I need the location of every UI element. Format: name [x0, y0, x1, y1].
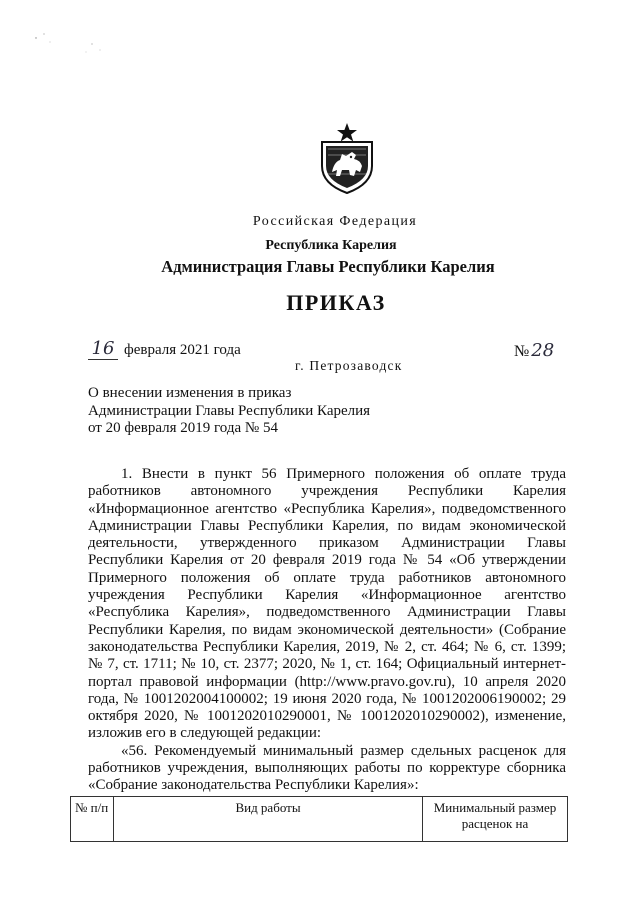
table-header-number: № п/п [71, 797, 114, 842]
date-month-year: февраля 2021 года [124, 342, 241, 358]
republic-name: Республика Карелия [265, 238, 397, 253]
body-paragraph-1: 1. Внести в пункт 56 Примерного положения об оплате труда работников автономного учреждения Республики Карелия «Информационное агентство «Республика Карелия», подведомственного Администрации Главы Республики Карелия, по видам экономической деятельности, утвержденного приказом Администрации Главы Республики Карелия от 20 февраля 2019 года № 54 «Об утверждении Примерного положения об оплате труда работников автономного учреждения Республики Карелия «Информационное агентство «Республика Карелия», подведомственного Администрации Главы Республики Карелия, по видам экономической деятельности» (Собрание законодательства Республики Карелия, 2019, № 2, ст. 464; № 6, ст. 1399; № 7, ст. 1711; № 10, ст. 2377; 2020, № 1, ст. 164; Официальный интернет-портал правовой информации (http://www.pravo.gov.ru), 10 апреля 2020 года, № 1001202004100002; 19 июня 2020 года, № 1001202006190002; 29 октября 2020, № 1001202010290001, № 1001202010290002), изменение, изложив его в следующей редакции: [88, 466, 566, 742]
table-header-row [71, 797, 568, 842]
rates-table [70, 796, 568, 842]
date-day-handwritten: 16 [88, 338, 118, 360]
number-value-handwritten: 28 [531, 340, 555, 361]
subject-line: О внесении изменения в приказ [88, 385, 292, 401]
subject-line: Администрации Главы Республики Карелия [88, 402, 371, 419]
document-body [88, 466, 566, 795]
subject-line: от 20 февраля 2019 года № 54 [88, 420, 278, 436]
document-city: г. Петрозаводск [295, 358, 403, 373]
document-subject [88, 385, 388, 438]
table-header-min-rate: Минимальный размер расценок на [423, 797, 568, 842]
number-label: № [514, 343, 530, 360]
country-name: Российская Федерация [252, 214, 418, 229]
administration-name: Администрация Главы Республики Карелия [161, 257, 495, 276]
document-date [88, 338, 241, 360]
document-title: ПРИКАЗ [286, 290, 386, 315]
table-header-work-type: Вид работы [114, 797, 423, 842]
scan-noise [30, 28, 110, 58]
body-paragraph-2: «56. Рекомендуемый минимальный размер сдельных расценок для работников учреждения, выполняющих работы по корректуре сборника «Собрание законодательства Республики Карелия»: [88, 742, 566, 794]
karelia-coat-of-arms-emblem [318, 122, 376, 194]
document-number [514, 340, 554, 361]
